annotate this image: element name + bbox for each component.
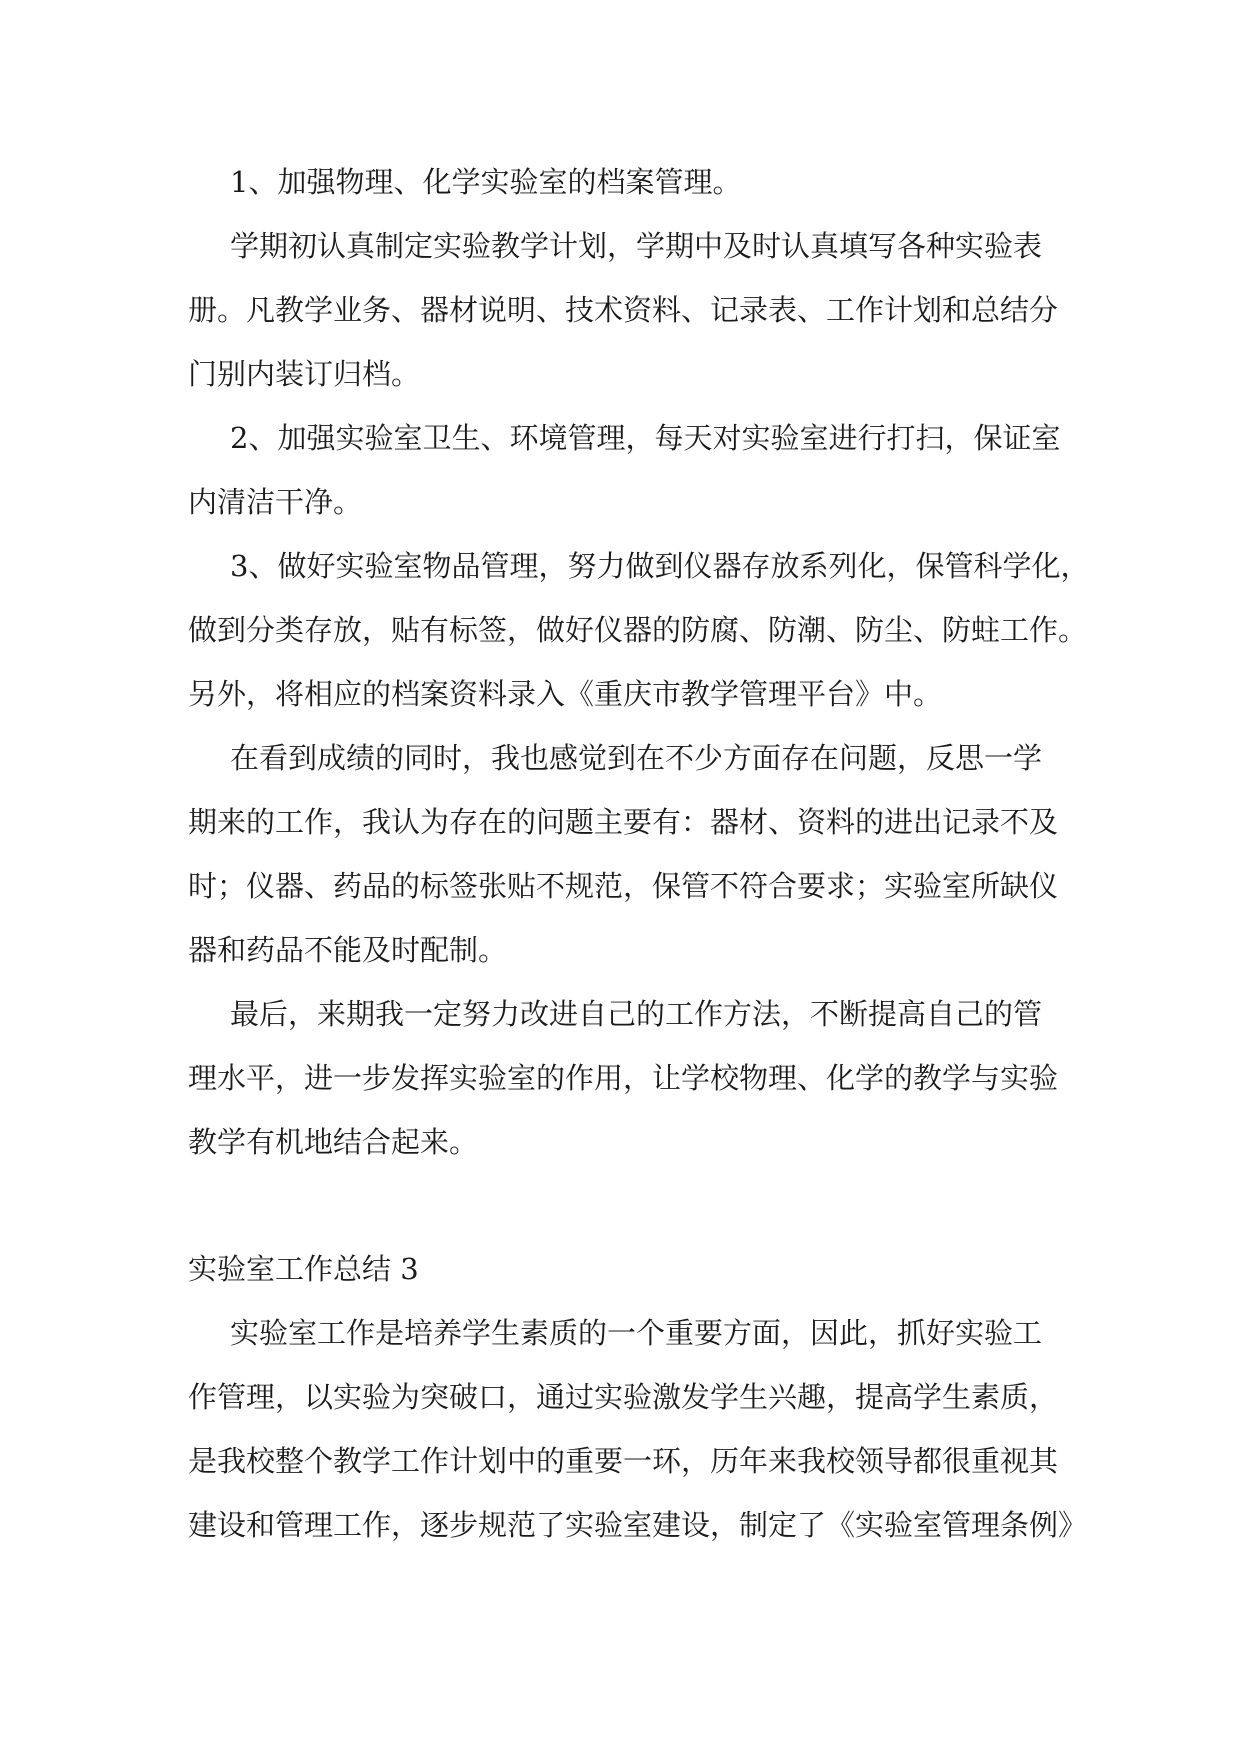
paragraph-line: 最后，来期我一定努力改进自己的工作方法，不断提高自己的管	[230, 997, 1043, 1031]
paragraph-line: 册。凡教学业务、器材说明、技术资料、记录表、工作计划和总结分	[188, 293, 1059, 327]
paragraph-line: 学期初认真制定实验教学计划，学期中及时认真填写各种实验表	[230, 229, 1043, 263]
paragraph-line: 理水平，进一步发挥实验室的作用，让学校物理、化学的教学与实验	[188, 1061, 1059, 1095]
paragraph-line: 器和药品不能及时配制。	[188, 933, 508, 967]
paragraph-line: 实验室工作是培养学生素质的一个重要方面，因此，抓好实验工	[230, 1316, 1043, 1350]
item-3-line: 3、做好实验室物品管理，努力做到仪器存放系列化，保管科学化，	[230, 549, 1090, 583]
paragraph-line: 作管理，以实验为突破口，通过实验激发学生兴趣，提高学生素质，	[188, 1380, 1059, 1414]
paragraph-line: 时；仪器、药品的标签张贴不规范，保管不符合要求；实验室所缺仪	[188, 869, 1059, 903]
item-2-line: 2、加强实验室卫生、环境管理，每天对实验室进行打扫，保证室	[230, 421, 1061, 455]
paragraph-line: 在看到成绩的同时，我也感觉到在不少方面存在问题，反思一学	[230, 741, 1043, 775]
paragraph-line: 教学有机地结合起来。	[188, 1125, 479, 1159]
paragraph-line: 期来的工作，我认为存在的问题主要有：器材、资料的进出记录不及	[188, 805, 1059, 839]
paragraph-line: 是我校整个教学工作计划中的重要一环，历年来我校领导都很重视其	[188, 1444, 1059, 1478]
item-1-heading: 1、加强物理、化学实验室的档案管理。	[230, 165, 742, 199]
paragraph-line: 另外，将相应的档案资料录入《重庆市教学管理平台》中。	[188, 677, 943, 711]
paragraph-line: 做到分类存放，贴有标签，做好仪器的防腐、防潮、防尘、防蛀工作。	[188, 613, 1088, 647]
paragraph-line: 门别内装订归档。	[188, 357, 421, 391]
paragraph-line: 建设和管理工作，逐步规范了实验室建设，制定了《实验室管理条例》	[188, 1508, 1088, 1542]
section-heading: 实验室工作总结 3	[188, 1252, 419, 1286]
paragraph-line: 内清洁干净。	[188, 485, 363, 519]
